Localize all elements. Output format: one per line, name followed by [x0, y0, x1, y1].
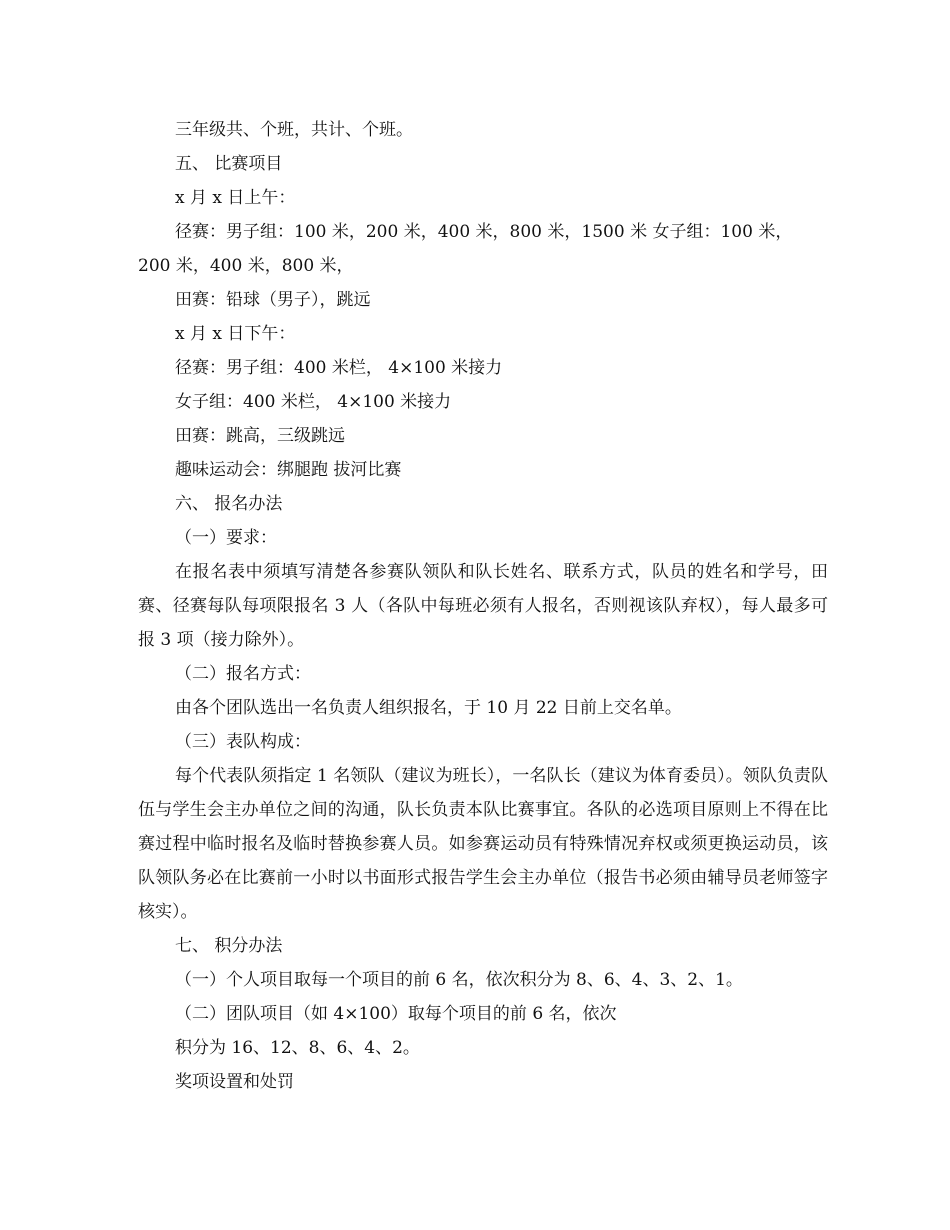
requirements-subheading: （一）要求： — [175, 528, 277, 548]
morning-date-line: x 月 x 日上午： — [175, 188, 296, 208]
team-composition-paragraph: 每个代表队须指定 1 名领队（建议为班长），一名队长（建议为体育委员）。领队负责队伍与学生会主办单位之间的沟通，队长负责本队比赛事宜。各队的必选项目原则上不得在比赛过程中临时报名及临时替换参赛人员。如参赛运动员有特殊情况弃权或须更换运动员，该队领队务必在比赛前一小时以书面形式报告学生会主办单位（报告书必须由辅导员老师签字核实）。 — [138, 766, 828, 922]
section-6-heading: 六、 报名办法 — [175, 494, 283, 514]
team-scoring-line: （二）团队项目（如 4×100）取每个项目的前 6 名，依次 — [175, 1004, 617, 1024]
awards-heading: 奖项设置和处罚 — [175, 1072, 294, 1092]
team-scoring-continued: 积分为 16、12、8、6、4、2。 — [175, 1038, 420, 1058]
field-events-afternoon-line: 田赛：跳高，三级跳远 — [175, 426, 345, 446]
fun-games-line: 趣味运动会：绑腿跑 拔河比赛 — [175, 460, 402, 480]
class-count-line: 三年级共、个班，共计、个班。 — [175, 120, 413, 140]
track-events-women-afternoon: 女子组：400 米栏， 4×100 米接力 — [175, 392, 452, 412]
document-body — [138, 113, 828, 1099]
section-5-heading: 五、 比赛项目 — [175, 154, 283, 174]
field-events-morning-line: 田赛：铅球（男子），跳远 — [175, 290, 371, 310]
section-7-heading: 七、 积分办法 — [175, 936, 283, 956]
track-events-men-afternoon: 径赛：男子组：400 米栏， 4×100 米接力 — [175, 358, 503, 378]
requirements-paragraph: 在报名表中须填写清楚各参赛队领队和队长姓名、联系方式，队员的姓名和学号，田赛、径赛每队每项限报名 3 人（各队中每班必须有人报名，否则视该队弃权），每人最多可报 3 项（接力除外）。 — [138, 562, 828, 650]
track-events-morning-line: 径赛：男子组：100 米，200 米，400 米，800 米，1500 米 女子组：100 米， — [175, 222, 793, 242]
team-composition-subheading: （三）表队构成： — [175, 732, 311, 752]
track-events-morning-continued: 200 米，400 米，800 米， — [138, 256, 354, 276]
individual-scoring-line: （一）个人项目取每一个项目的前 6 名，依次积分为 8、6、4、3、2、1。 — [175, 970, 743, 990]
afternoon-date-line: x 月 x 日下午： — [175, 324, 296, 344]
registration-method-subheading: （二）报名方式： — [175, 664, 311, 684]
registration-method-paragraph: 由各个团队选出一名负责人组织报名，于 10 月 22 日前上交名单。 — [175, 698, 682, 718]
